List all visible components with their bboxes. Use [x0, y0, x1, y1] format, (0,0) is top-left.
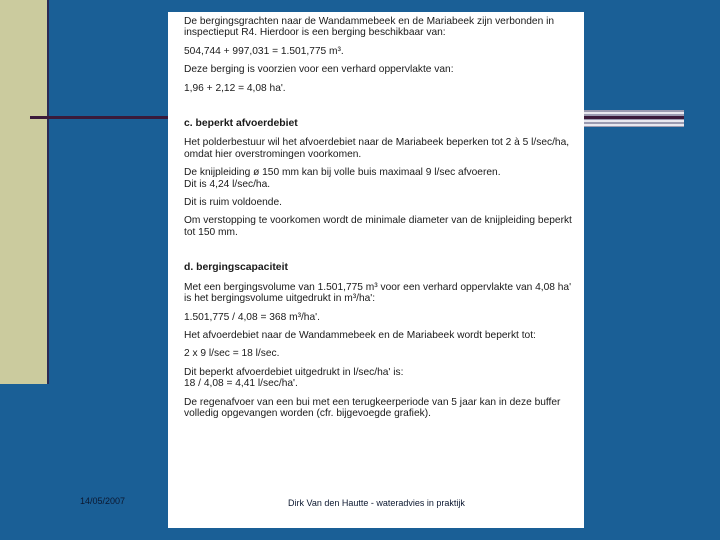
volume-calculation: 504,744 + 997,031 = 1.501,775 m³.: [184, 45, 344, 57]
section-d-heading: d. bergingscapaciteit: [184, 262, 288, 274]
section-d-paragraph-6: De regenafvoer van een bui met een terugkeerperiode van 5 jaar kan in deze buffer volledig opgevangen worden (cfr. bijgevoegde grafiek).: [184, 396, 561, 419]
section-c-paragraph-3: Dit is ruim voldoende.: [184, 197, 282, 209]
title-rule-left: [30, 116, 170, 119]
footer-author: Dirk Van den Hautte - wateradvies in praktijk: [288, 498, 465, 508]
footer-date: 14/05/2007: [80, 496, 126, 506]
section-c-paragraph-2-line-2: Dit is 4,24 l/sec/ha.: [184, 178, 271, 190]
section-c-paragraph-2: [184, 167, 574, 190]
section-d-paragraph-4: 2 x 9 l/sec = 18 l/sec.: [184, 348, 280, 360]
section-d-paragraph-1: Met een bergingsvolume van 1.501,775 m³ voor een verhard oppervlakte van 4,08 ha' is het bergingsvolume uitgedrukt in m³/ha':: [184, 281, 572, 305]
surface-intro: Deze berging is voorzien voor een verhard oppervlakte van:: [184, 64, 454, 76]
section-d-paragraph-2: 1.501,775 / 4,08 = 368 m³/ha'.: [184, 311, 320, 323]
title-rule-right-line: [584, 116, 684, 119]
section-c-heading: c. beperkt afvoerdebiet: [184, 118, 298, 130]
document-page: [168, 12, 584, 528]
section-d-paragraph-3: Het afvoerdebiet naar de Wandammebeek en de Mariabeek wordt beperkt tot:: [184, 329, 536, 341]
surface-calculation: 1,96 + 2,12 = 4,08 ha'.: [184, 82, 286, 94]
section-d-paragraph-5-line-1: Dit beperkt afvoerdebiet uitgedrukt in l/sec/ha' is:: [184, 366, 404, 378]
section-d-paragraph-5: [184, 367, 574, 390]
side-panel-edge: [47, 0, 49, 384]
section-d-paragraph-5-line-2: 18 / 4,08 = 4,41 l/sec/ha'.: [184, 378, 298, 390]
section-c-paragraph-4: Om verstopping te voorkomen wordt de minimale diameter van de knijpleiding beperkt tot 150 mm.: [184, 215, 572, 238]
section-c-paragraph-2-line-1: De knijpleiding ø 150 mm kan bij volle buis maximaal 9 l/sec afvoeren.: [184, 167, 501, 179]
section-c-paragraph-1: Het polderbestuur wil het afvoerdebiet naar de Mariabeek beperken tot 2 à 5 l/sec/ha, omdat hier overstromingen voorkomen.: [184, 137, 570, 160]
side-panel: [0, 0, 47, 384]
intro-paragraph: De bergingsgrachten naar de Wandammebeek en de Mariabeek zijn verbonden in inspectieput R4. Hierdoor is een berging beschikbaar van:: [184, 16, 554, 39]
